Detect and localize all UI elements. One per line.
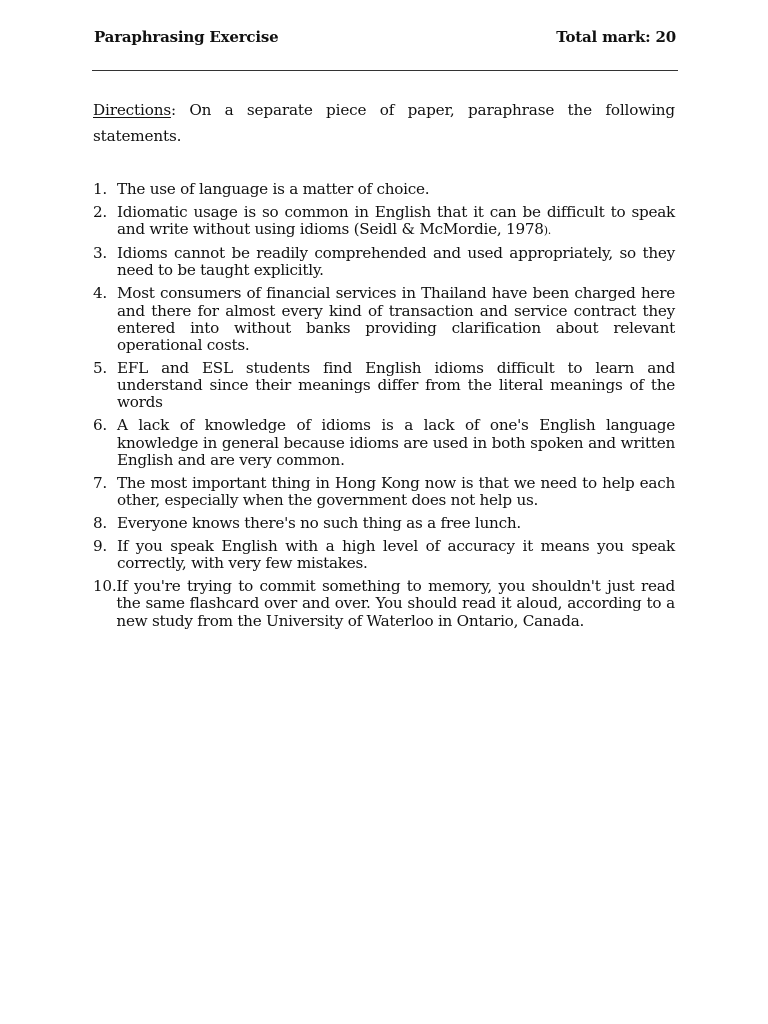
directions-label: Directions: [93, 101, 171, 119]
item-text: Most consumers of financial services in Thailand have been charged here and there for almost every kind of transaction and service contract they entered into without banks providing clarification about relevant operational costs.: [117, 284, 675, 355]
item-text: Idiomatic usage is so common in English that it can be difficult to speak and write without using idioms (Seidl & McMordie, 1978: [117, 203, 675, 239]
item-number: 10.: [93, 577, 117, 596]
item-text: If you speak English with a high level of accuracy it means you speak correctly, with very few mistakes.: [117, 537, 675, 573]
item-number: 1.: [93, 180, 107, 198]
item-text-tail: ).: [543, 224, 551, 238]
item-number: 3.: [93, 244, 107, 263]
item-number: 6.: [93, 416, 107, 435]
list-item: [93, 538, 675, 572]
item-number: 4.: [93, 284, 107, 303]
total-mark: Total mark: 20: [556, 28, 676, 46]
item-text: The most important thing in Hong Kong now is that we need to help each other, especially when the government does not help us.: [117, 473, 675, 510]
list-item: [93, 360, 675, 412]
list-item: [93, 285, 675, 354]
item-text-wrapper: [117, 204, 675, 239]
list-item: [93, 515, 675, 532]
item-text: If you're trying to commit something to memory, you shouldn't just read the same flashcard over and over. You should read it aloud, according to a new study from the University of Waterloo in Ontario, Canada.: [116, 577, 675, 630]
item-text: Idioms cannot be readily comprehended and used appropriately, so they need to be taught explicitly.: [117, 244, 675, 280]
list-item: [93, 204, 675, 239]
directions-text: : On a separate piece of paper, paraphrase the following statements.: [93, 101, 675, 145]
list-item: [93, 578, 675, 630]
page-header: [94, 28, 676, 46]
item-text: EFL and ESL students find English idioms difficult to learn and understand since their meanings differ from the literal meanings of the words: [117, 359, 675, 412]
exercise-title: Paraphrasing Exercise: [94, 28, 279, 46]
item-number: 8.: [93, 514, 107, 533]
item-number: 2.: [93, 203, 107, 221]
item-text: A lack of knowledge of idioms is a lack of one's English language knowledge in general because idioms are used in both spoken and written English and are very common.: [117, 416, 675, 469]
list-item: [93, 475, 675, 509]
header-divider: [92, 70, 678, 71]
item-number: 7.: [93, 473, 107, 492]
item-number: 9.: [93, 537, 107, 556]
item-number: 5.: [93, 359, 107, 378]
item-text: The use of language is a matter of choice.: [117, 180, 430, 198]
list-item: [93, 181, 675, 198]
directions-paragraph: [93, 97, 675, 149]
item-text: Everyone knows there's no such thing as a free lunch.: [117, 514, 521, 533]
list-item: [93, 245, 675, 279]
document-page: [92, 0, 678, 1024]
statement-list: [93, 181, 675, 636]
list-item: [93, 417, 675, 469]
